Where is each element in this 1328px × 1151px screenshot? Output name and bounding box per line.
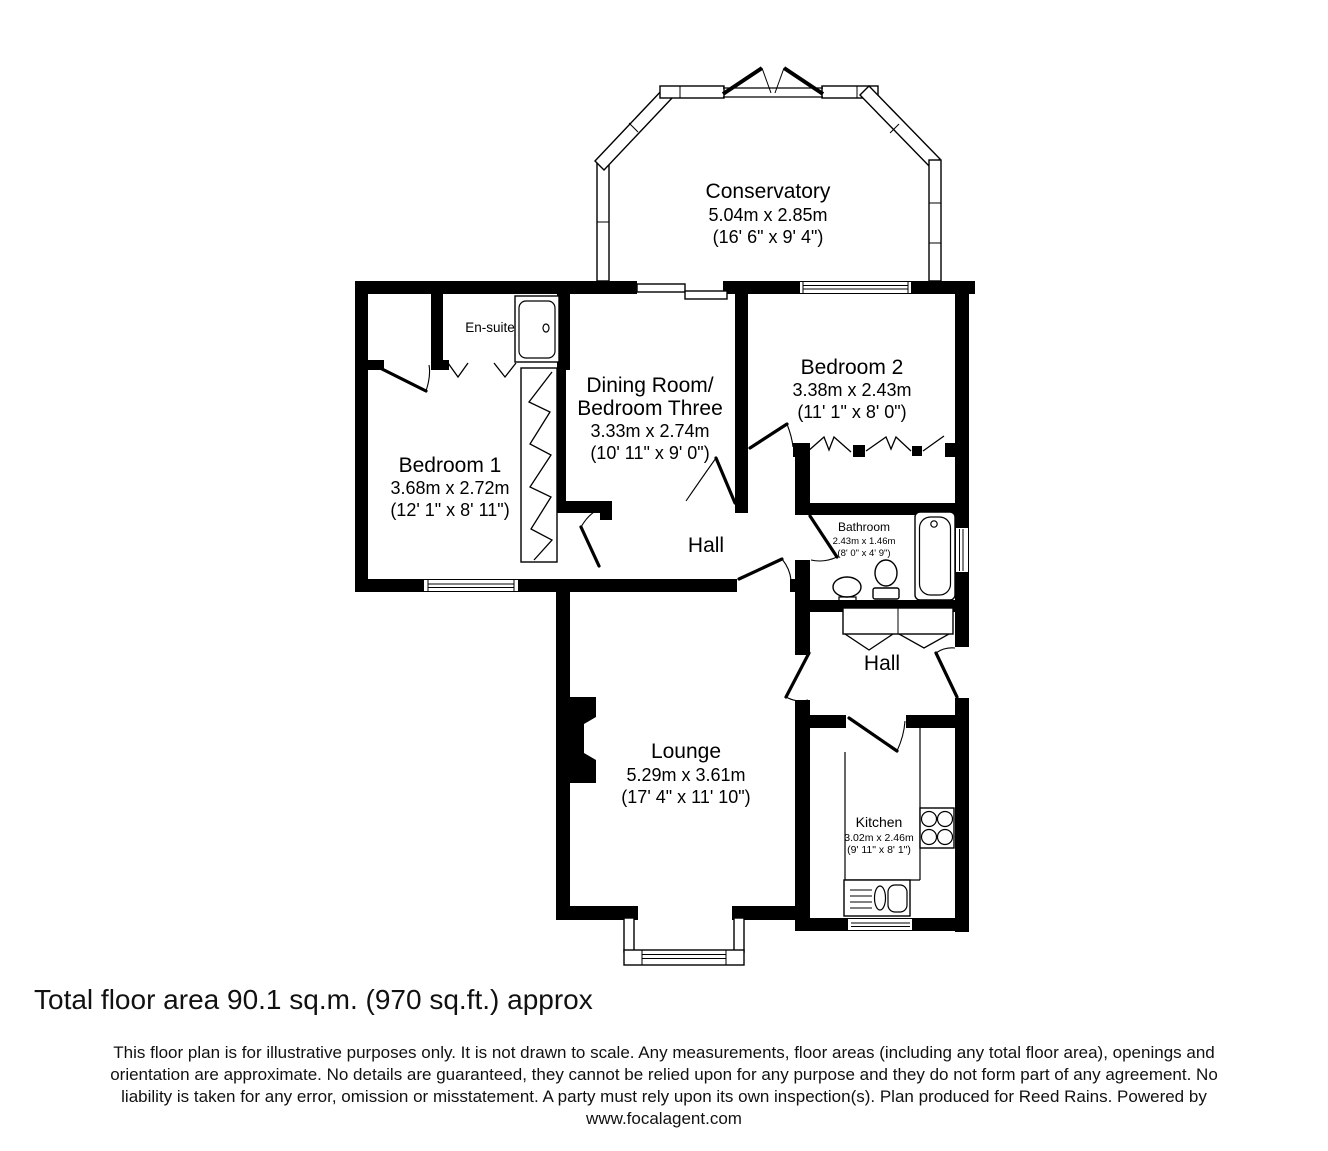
lounge-imperial: (17' 4" x 11' 10") bbox=[621, 787, 751, 807]
wall-right-lower bbox=[955, 698, 969, 932]
wall-left bbox=[355, 281, 368, 592]
wall-lounge-right bbox=[795, 700, 810, 919]
bedroom1-window bbox=[424, 580, 518, 591]
dining-metric: 3.33m x 2.74m bbox=[590, 421, 710, 441]
conservatory-window-top-left bbox=[660, 86, 724, 98]
bedroom2-metric: 3.38m x 2.43m bbox=[792, 380, 912, 400]
dining-label-1: Dining Room/ bbox=[586, 374, 714, 397]
wall-closet-partition bbox=[431, 294, 443, 362]
disclaimer bbox=[0, 1042, 1328, 1130]
hob bbox=[920, 808, 954, 848]
kitchen-window bbox=[848, 919, 912, 930]
bedroom2-window bbox=[800, 282, 911, 293]
bedroom1-metric: 3.68m x 2.72m bbox=[390, 478, 510, 498]
bedroom1-imperial: (12' 1" x 8' 11") bbox=[390, 500, 510, 520]
bathroom-imperial: (8' 0" x 4' 9") bbox=[837, 548, 891, 559]
wall-top-left bbox=[355, 281, 637, 294]
disclaimer-line: This floor plan is for illustrative purposes only. It is not drawn to scale. Any measurements, floor areas (including any total floor area), openings and bbox=[113, 1043, 1215, 1062]
sliding-door-panel bbox=[685, 291, 727, 299]
conservatory-label: Conservatory bbox=[705, 180, 831, 203]
sliding-door-panel bbox=[637, 284, 685, 292]
wardrobe-post bbox=[853, 445, 865, 457]
wall-dining-bed2 bbox=[735, 294, 748, 513]
wall-dining-left bbox=[557, 370, 566, 512]
bathroom-window bbox=[956, 528, 968, 572]
wall-ensuite-stub-mid bbox=[431, 360, 449, 370]
wardrobe-post bbox=[793, 443, 807, 457]
wardrobe-post bbox=[945, 443, 955, 457]
bathtub bbox=[915, 512, 955, 600]
conservatory-metric: 5.04m x 2.85m bbox=[708, 205, 828, 225]
kitchen-imperial: (9' 11" x 8' 1") bbox=[847, 844, 911, 856]
conservatory-window-left bbox=[597, 160, 609, 281]
bathroom-label: Bathroom bbox=[837, 520, 891, 534]
bedroom1-label: Bedroom 1 bbox=[398, 454, 502, 477]
wall-right-upper bbox=[955, 281, 969, 647]
bedroom1-wardrobe bbox=[521, 368, 557, 562]
toilet-cistern bbox=[873, 588, 899, 599]
bathroom-metric: 2.43m x 1.46m bbox=[832, 536, 896, 547]
conservatory-window-right bbox=[929, 160, 941, 281]
disclaimer-line: orientation are approximate. No details are guaranteed, they cannot be relied upon for any purpose and they do not form part of any agreement. No bbox=[110, 1065, 1218, 1084]
kitchen-metric: 3.02m x 2.46m bbox=[844, 832, 914, 844]
wall-hall2-bottom-left bbox=[795, 715, 846, 728]
disclaimer-line: liability is taken for any error, omission or misstatement. A party must rely upon its own inspection(s). Plan produced for Reed Rains. Powered by bbox=[121, 1087, 1207, 1106]
bedroom2-imperial: (11' 1" x 8' 0") bbox=[797, 402, 907, 422]
total-floor-area: Total floor area 90.1 sq.m. (970 sq.ft.) approx bbox=[34, 984, 593, 1015]
hall1-label: Hall bbox=[687, 534, 725, 557]
conservatory-imperial: (16' 6" x 9' 4") bbox=[712, 227, 824, 247]
kitchen-label: Kitchen bbox=[855, 814, 903, 830]
lounge-metric: 5.29m x 3.61m bbox=[626, 765, 746, 785]
bay-window-right bbox=[734, 918, 744, 952]
wall-hall-door-nub bbox=[600, 501, 612, 520]
bedroom2-label: Bedroom 2 bbox=[800, 356, 904, 379]
disclaimer-line: www.focalagent.com bbox=[586, 1109, 742, 1128]
dining-imperial: (10' 11" x 9' 0") bbox=[590, 443, 710, 463]
bay-window-left bbox=[624, 918, 634, 952]
shower bbox=[515, 296, 559, 362]
wall-bed1-bottom bbox=[355, 579, 737, 592]
wardrobe-post bbox=[912, 446, 922, 456]
wall-hall2-bottom-right bbox=[906, 715, 968, 728]
ensuite-label: En-suite bbox=[465, 320, 515, 335]
dining-label-2: Bedroom Three bbox=[577, 397, 723, 420]
ensuite-fixtures bbox=[515, 296, 559, 362]
fireplace-opening bbox=[584, 717, 596, 760]
wall-lounge-left bbox=[556, 585, 570, 920]
bathroom-sink bbox=[833, 577, 861, 597]
hall2-label: Hall bbox=[863, 652, 901, 675]
lounge-label: Lounge bbox=[650, 740, 722, 763]
toilet-bowl bbox=[875, 560, 897, 586]
